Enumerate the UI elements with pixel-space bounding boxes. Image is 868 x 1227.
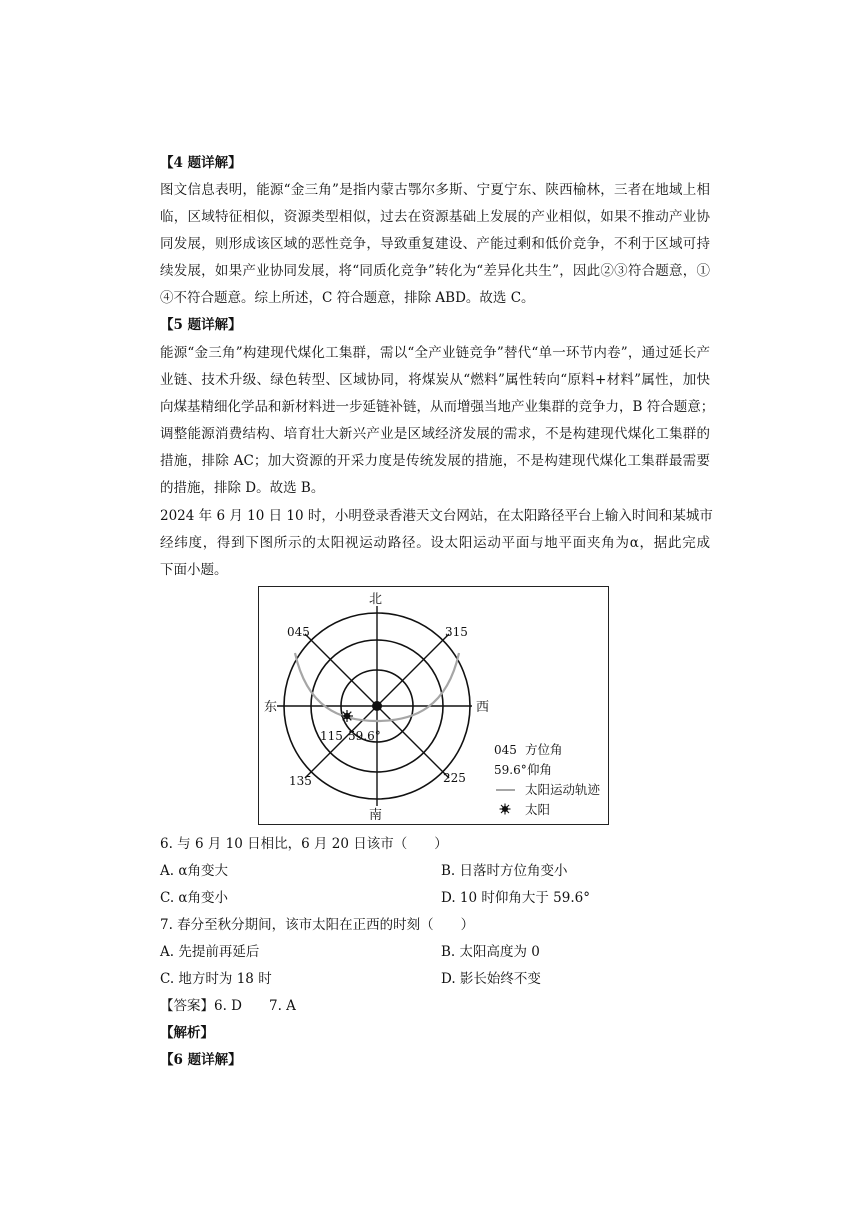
sun-icon	[341, 710, 353, 722]
q5-paragraph-line: 调整能源消费结构、培育壮大新兴产业是区域经济发展的需求，不是构建现代煤化工集群的	[160, 426, 710, 442]
q6-option-d: D. 10 时仰角大于 59.6°	[441, 890, 590, 906]
q7-stem: 7. 春分至秋分期间，该市太阳在正西的时刻（ ）	[160, 917, 475, 933]
analysis-heading: 【解析】	[160, 1025, 214, 1041]
azimuth-label-115: 115	[320, 729, 343, 743]
q7-option-c: C. 地方时为 18 时	[160, 971, 272, 987]
q4-paragraph-line: 图文信息表明，能源“金三角”是指内蒙古鄂尔多斯、宁夏宁东、陕西榆林，三者在地域上相	[160, 182, 710, 198]
q6-detail-heading: 【6 题详解】	[160, 1052, 242, 1068]
legend-track-desc: 太阳运动轨迹	[525, 782, 601, 797]
q6-option-a: A. α角变大	[160, 863, 228, 879]
legend-sun-desc: 太阳	[525, 802, 551, 817]
q4-paragraph-line: ④不符合题意。综上所述，C 符合题意，排除 ABD。故选 C。	[160, 290, 535, 306]
legend-azimuth-sample: 045	[494, 743, 517, 757]
q6-option-c: C. α角变小	[160, 890, 229, 906]
legend-elevation-sample: 59.6°	[494, 763, 527, 777]
stem-line: 下面小题。	[160, 562, 228, 578]
observer-dot	[372, 701, 382, 711]
stem-line: 经纬度，得到下图所示的太阳视运动路径。设太阳运动平面与地平面夹角为α，据此完成	[160, 535, 710, 551]
sun-elevation-label: 59.6°	[348, 729, 381, 743]
north-label: 北	[369, 592, 383, 607]
azimuth-label-135: 135	[289, 774, 312, 788]
q5-heading: 【5 题详解】	[160, 317, 242, 333]
q7-option-a: A. 先提前再延后	[160, 944, 260, 960]
q4-paragraph-line: 续发展，如果产业协同发展，将“同质化竞争”转化为“差异化共生”，因此②③符合题意，①	[160, 263, 710, 279]
q6-stem: 6. 与 6 月 10 日相比，6 月 20 日该市（ ）	[160, 836, 448, 852]
q7-option-d: D. 影长始终不变	[441, 971, 541, 987]
west-label: 西	[476, 700, 490, 715]
sun-path-figure	[258, 586, 609, 825]
legend-sun-icon	[500, 804, 511, 815]
answer-line: 【答案】6. D 7. A	[160, 998, 296, 1014]
q5-paragraph-line: 业链、技术升级、绿色转型、区域协同，将煤炭从“燃料”属性转向“原料+材料”属性，加快	[160, 372, 710, 388]
q4-heading: 【4 题详解】	[160, 155, 242, 171]
q5-paragraph-line: 的措施，排除 D。故选 B。	[160, 480, 325, 496]
q6-option-b: B. 日落时方位角变小	[441, 863, 568, 879]
q4-paragraph-line: 同发展，则形成该区域的恶性竞争，导致重复建设、产能过剩和低价竞争，不利于区域可持	[160, 236, 710, 252]
q4-paragraph-line: 临，区域特征相似，资源类型相似，过去在资源基础上发展的产业相似，如果不推动产业协	[160, 209, 710, 225]
east-label: 东	[264, 700, 278, 715]
q5-paragraph-line: 措施，排除 AC；加大资源的开采力度是传统发展的措施，不是构建现代煤化工集群最需要	[160, 453, 710, 469]
stem-line: 2024 年 6 月 10 日 10 时，小明登录香港天文台网站，在太阳路径平台上输入时间和某城市	[160, 508, 713, 524]
azimuth-label-315: 315	[445, 625, 468, 639]
sun-path-diagram	[259, 587, 607, 823]
azimuth-label-225: 225	[443, 771, 466, 785]
q5-paragraph-line: 向煤基精细化学品和新材料进一步延链补链，从而增强当地产业集群的竞争力，B 符合题意；	[160, 399, 715, 415]
q7-option-b: B. 太阳高度为 0	[441, 944, 540, 960]
azimuth-label-045: 045	[287, 625, 310, 639]
legend-elevation-desc: 仰角	[527, 762, 553, 777]
q5-paragraph-line: 能源“金三角”构建现代煤化工集群，需以“全产业链竞争”替代“单一环节内卷”，通过延长产	[160, 345, 710, 361]
legend-azimuth-desc: 方位角	[525, 742, 563, 757]
south-label: 南	[369, 808, 383, 823]
